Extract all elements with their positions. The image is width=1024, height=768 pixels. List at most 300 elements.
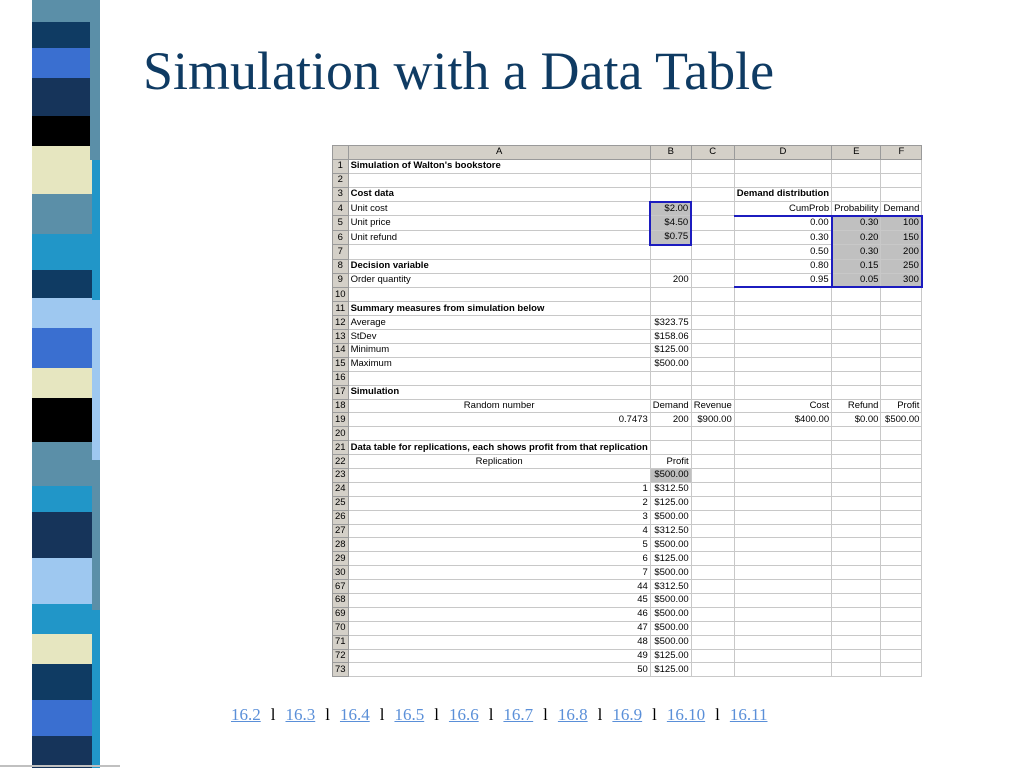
cell-d[interactable]: 0.80: [734, 259, 831, 273]
cell-b[interactable]: $500.00: [650, 607, 691, 621]
column-header-a[interactable]: A: [348, 146, 650, 160]
table-row: [333, 413, 922, 427]
table-row: [333, 607, 922, 621]
row-header[interactable]: 10: [333, 287, 349, 301]
cell-f[interactable]: 200: [881, 245, 922, 259]
cell-f[interactable]: [881, 159, 922, 173]
cell-b[interactable]: [650, 441, 691, 455]
cell-c[interactable]: [691, 635, 734, 649]
cell-a[interactable]: Summary measures from simulation below: [348, 302, 650, 316]
cell-c[interactable]: [691, 245, 734, 259]
cell-b[interactable]: $312.50: [650, 580, 691, 594]
cell-a[interactable]: 3: [348, 510, 650, 524]
cell-d[interactable]: [734, 580, 831, 594]
cell-e[interactable]: [832, 538, 881, 552]
cell-a[interactable]: [348, 468, 650, 482]
cell-e[interactable]: 0.05: [832, 273, 881, 287]
cell-a[interactable]: [348, 287, 650, 301]
cell-d[interactable]: 0.95: [734, 273, 831, 287]
cell-d[interactable]: [734, 287, 831, 301]
table-row: [333, 187, 922, 201]
cell-d[interactable]: 0.00: [734, 216, 831, 230]
cell-c[interactable]: [691, 330, 734, 344]
row-header[interactable]: 30: [333, 566, 349, 580]
table-row: [333, 455, 922, 469]
row-header[interactable]: 22: [333, 455, 349, 469]
table-row: [333, 649, 922, 663]
cell-d[interactable]: [734, 316, 831, 330]
cell-e[interactable]: [832, 635, 881, 649]
cell-d[interactable]: Demand distribution: [734, 187, 831, 201]
cell-f[interactable]: [881, 468, 922, 482]
row-header[interactable]: 24: [333, 482, 349, 496]
row-header[interactable]: 19: [333, 413, 349, 427]
cell-e[interactable]: [832, 330, 881, 344]
cell-b[interactable]: $323.75: [650, 316, 691, 330]
cell-f[interactable]: [881, 427, 922, 441]
cell-f[interactable]: [881, 302, 922, 316]
cell-e[interactable]: 0.30: [832, 216, 881, 230]
cell-b[interactable]: $312.50: [650, 482, 691, 496]
cell-f[interactable]: $500.00: [881, 413, 922, 427]
cell-b[interactable]: Demand: [650, 399, 691, 413]
cell-d[interactable]: [734, 649, 831, 663]
nav-link-16-3[interactable]: 16.3: [285, 705, 316, 724]
cell-b[interactable]: [650, 302, 691, 316]
cell-a[interactable]: 47: [348, 621, 650, 635]
cell-c[interactable]: $900.00: [691, 413, 734, 427]
cell-f[interactable]: [881, 663, 922, 677]
row-header[interactable]: 4: [333, 202, 349, 216]
cell-a[interactable]: [348, 427, 650, 441]
cell-d[interactable]: CumProb: [734, 202, 831, 216]
cell-e[interactable]: 0.30: [832, 245, 881, 259]
cell-f[interactable]: [881, 566, 922, 580]
cell-f[interactable]: [881, 357, 922, 371]
cell-c[interactable]: [691, 455, 734, 469]
cell-e[interactable]: [832, 580, 881, 594]
cell-c[interactable]: [691, 385, 734, 399]
cell-b[interactable]: $500.00: [650, 510, 691, 524]
cell-c[interactable]: [691, 302, 734, 316]
cell-f[interactable]: [881, 552, 922, 566]
cell-c[interactable]: [691, 230, 734, 244]
cell-e[interactable]: [832, 510, 881, 524]
row-header[interactable]: 17: [333, 385, 349, 399]
cell-e[interactable]: Refund: [832, 399, 881, 413]
column-header-e[interactable]: E: [832, 146, 881, 160]
cell-a[interactable]: 0.7473: [348, 413, 650, 427]
cell-b[interactable]: Profit: [650, 455, 691, 469]
cell-a[interactable]: Unit cost: [348, 202, 650, 216]
cell-f[interactable]: [881, 330, 922, 344]
cell-e[interactable]: [832, 357, 881, 371]
cell-a[interactable]: 46: [348, 607, 650, 621]
nav-link-16-6[interactable]: 16.6: [448, 705, 479, 724]
cell-d[interactable]: Cost: [734, 399, 831, 413]
cell-e[interactable]: $0.00: [832, 413, 881, 427]
table-row: [333, 245, 922, 259]
cell-e[interactable]: [832, 343, 881, 357]
corner-cell[interactable]: [333, 146, 349, 160]
cell-e[interactable]: 0.20: [832, 230, 881, 244]
cell-d[interactable]: [734, 510, 831, 524]
cell-c[interactable]: [691, 482, 734, 496]
cell-e[interactable]: [832, 187, 881, 201]
cell-a[interactable]: Random number: [348, 399, 650, 413]
cell-f[interactable]: 150: [881, 230, 922, 244]
column-header-b[interactable]: B: [650, 146, 691, 160]
cell-f[interactable]: 250: [881, 259, 922, 273]
cell-f[interactable]: [881, 594, 922, 608]
cell-e[interactable]: [832, 594, 881, 608]
cell-a[interactable]: [348, 245, 650, 259]
cell-a[interactable]: Order quantity: [348, 273, 650, 287]
cell-a[interactable]: StDev: [348, 330, 650, 344]
cell-f[interactable]: [881, 510, 922, 524]
cell-b[interactable]: [650, 159, 691, 173]
table-row: [333, 468, 922, 482]
cell-a[interactable]: [348, 371, 650, 385]
cell-c[interactable]: [691, 621, 734, 635]
cell-b[interactable]: [650, 259, 691, 273]
row-header[interactable]: 73: [333, 663, 349, 677]
cell-f[interactable]: [881, 649, 922, 663]
cell-a[interactable]: [348, 173, 650, 187]
nav-separator: l: [543, 705, 548, 724]
cell-e[interactable]: [832, 524, 881, 538]
cell-b[interactable]: $500.00: [650, 538, 691, 552]
row-header[interactable]: 2: [333, 173, 349, 187]
cell-f[interactable]: [881, 538, 922, 552]
cell-d[interactable]: [734, 621, 831, 635]
row-header[interactable]: 3: [333, 187, 349, 201]
nav-separator: l: [652, 705, 657, 724]
cell-f[interactable]: [881, 173, 922, 187]
cell-b[interactable]: $125.00: [650, 496, 691, 510]
cell-f[interactable]: Demand: [881, 202, 922, 216]
cell-a[interactable]: Decision variable: [348, 259, 650, 273]
cell-e[interactable]: [832, 482, 881, 496]
row-header[interactable]: 21: [333, 441, 349, 455]
cell-f[interactable]: [881, 187, 922, 201]
cell-e[interactable]: [832, 621, 881, 635]
cell-d[interactable]: [734, 427, 831, 441]
cell-c[interactable]: [691, 202, 734, 216]
nav-link-16-11[interactable]: 16.11: [729, 705, 768, 724]
cell-b[interactable]: 200: [650, 273, 691, 287]
cell-c[interactable]: [691, 287, 734, 301]
row-header[interactable]: 69: [333, 607, 349, 621]
cell-b[interactable]: [650, 187, 691, 201]
cell-d[interactable]: [734, 468, 831, 482]
cell-a[interactable]: 7: [348, 566, 650, 580]
cell-d[interactable]: [734, 371, 831, 385]
cell-c[interactable]: [691, 216, 734, 230]
cell-c[interactable]: [691, 357, 734, 371]
cell-d[interactable]: 0.50: [734, 245, 831, 259]
cell-a[interactable]: 49: [348, 649, 650, 663]
table-row: [333, 343, 922, 357]
cell-b[interactable]: $500.00: [650, 635, 691, 649]
cell-d[interactable]: [734, 552, 831, 566]
row-header[interactable]: 68: [333, 594, 349, 608]
row-header[interactable]: 13: [333, 330, 349, 344]
cell-a[interactable]: Simulation: [348, 385, 650, 399]
cell-d[interactable]: $400.00: [734, 413, 831, 427]
nav-link-16-2[interactable]: 16.2: [231, 705, 261, 724]
row-header[interactable]: 15: [333, 357, 349, 371]
row-header[interactable]: 23: [333, 468, 349, 482]
row-header[interactable]: 25: [333, 496, 349, 510]
table-row: [333, 663, 922, 677]
cell-c[interactable]: Revenue: [691, 399, 734, 413]
cell-f[interactable]: [881, 580, 922, 594]
cell-d[interactable]: [734, 385, 831, 399]
cell-f[interactable]: [881, 287, 922, 301]
cell-e[interactable]: [832, 566, 881, 580]
cell-d[interactable]: [734, 173, 831, 187]
cell-d[interactable]: 0.30: [734, 230, 831, 244]
cell-e[interactable]: [832, 649, 881, 663]
table-row: [333, 566, 922, 580]
cell-b[interactable]: $4.50: [650, 216, 691, 230]
table-row: [333, 202, 922, 216]
cell-b[interactable]: $500.00: [650, 621, 691, 635]
cell-e[interactable]: [832, 468, 881, 482]
cell-d[interactable]: [734, 635, 831, 649]
cell-c[interactable]: [691, 273, 734, 287]
table-row: [333, 159, 922, 173]
cell-c[interactable]: [691, 441, 734, 455]
cell-c[interactable]: [691, 427, 734, 441]
cell-b[interactable]: [650, 173, 691, 187]
row-header[interactable]: 27: [333, 524, 349, 538]
cell-c[interactable]: [691, 173, 734, 187]
cell-e[interactable]: [832, 302, 881, 316]
cell-d[interactable]: [734, 357, 831, 371]
cell-e[interactable]: [832, 496, 881, 510]
cell-e[interactable]: [832, 371, 881, 385]
table-row: [333, 216, 922, 230]
row-header[interactable]: 72: [333, 649, 349, 663]
table-row: [333, 273, 922, 287]
cell-a[interactable]: Average: [348, 316, 650, 330]
cell-d[interactable]: [734, 343, 831, 357]
cell-a[interactable]: Simulation of Walton's bookstore: [348, 159, 650, 173]
cell-b[interactable]: $500.00: [650, 357, 691, 371]
cell-c[interactable]: [691, 316, 734, 330]
cell-a[interactable]: Maximum: [348, 357, 650, 371]
cell-d[interactable]: [734, 538, 831, 552]
cell-a[interactable]: 48: [348, 635, 650, 649]
cell-e[interactable]: 0.15: [832, 259, 881, 273]
cell-e[interactable]: [832, 159, 881, 173]
cell-a[interactable]: 4: [348, 524, 650, 538]
cell-a[interactable]: Unit refund: [348, 230, 650, 244]
cell-b[interactable]: $158.06: [650, 330, 691, 344]
cell-c[interactable]: [691, 649, 734, 663]
cell-c[interactable]: [691, 510, 734, 524]
cell-b[interactable]: [650, 427, 691, 441]
cell-e[interactable]: [832, 607, 881, 621]
row-header[interactable]: 18: [333, 399, 349, 413]
cell-d[interactable]: [734, 302, 831, 316]
cell-a[interactable]: 50: [348, 663, 650, 677]
row-header[interactable]: 8: [333, 259, 349, 273]
cell-d[interactable]: [734, 441, 831, 455]
row-header[interactable]: 7: [333, 245, 349, 259]
table-row: [333, 635, 922, 649]
cell-c[interactable]: [691, 371, 734, 385]
cell-e[interactable]: [832, 287, 881, 301]
cell-a[interactable]: Minimum: [348, 343, 650, 357]
cell-f[interactable]: [881, 621, 922, 635]
nav-link-16-8[interactable]: 16.8: [557, 705, 588, 724]
cell-d[interactable]: [734, 496, 831, 510]
row-header[interactable]: 1: [333, 159, 349, 173]
cell-b[interactable]: $312.50: [650, 524, 691, 538]
row-header[interactable]: 16: [333, 371, 349, 385]
cell-b[interactable]: $125.00: [650, 649, 691, 663]
row-header[interactable]: 14: [333, 343, 349, 357]
row-header[interactable]: 70: [333, 621, 349, 635]
cell-c[interactable]: [691, 159, 734, 173]
row-header[interactable]: 5: [333, 216, 349, 230]
cell-c[interactable]: [691, 468, 734, 482]
column-header-d[interactable]: D: [734, 146, 831, 160]
cell-c[interactable]: [691, 524, 734, 538]
cell-d[interactable]: [734, 524, 831, 538]
row-header[interactable]: 11: [333, 302, 349, 316]
cell-b[interactable]: $500.00: [650, 594, 691, 608]
cell-e[interactable]: [832, 173, 881, 187]
nav-link-16-7[interactable]: 16.7: [503, 705, 534, 724]
cell-f[interactable]: [881, 496, 922, 510]
cell-b[interactable]: $0.75: [650, 230, 691, 244]
row-header[interactable]: 6: [333, 230, 349, 244]
cell-a[interactable]: 44: [348, 580, 650, 594]
row-header[interactable]: 71: [333, 635, 349, 649]
row-header[interactable]: 20: [333, 427, 349, 441]
cell-b[interactable]: $125.00: [650, 343, 691, 357]
cell-b[interactable]: [650, 385, 691, 399]
cell-f[interactable]: [881, 635, 922, 649]
cell-c[interactable]: [691, 607, 734, 621]
cell-a[interactable]: Unit price: [348, 216, 650, 230]
cell-f[interactable]: [881, 343, 922, 357]
nav-link-16-4[interactable]: 16.4: [339, 705, 370, 724]
cell-d[interactable]: [734, 607, 831, 621]
cell-e[interactable]: [832, 552, 881, 566]
cell-f[interactable]: [881, 385, 922, 399]
row-header[interactable]: 67: [333, 580, 349, 594]
cell-c[interactable]: [691, 580, 734, 594]
cell-e[interactable]: [832, 441, 881, 455]
cell-b[interactable]: 200: [650, 413, 691, 427]
cell-b[interactable]: $500.00: [650, 566, 691, 580]
cell-b[interactable]: [650, 245, 691, 259]
cell-c[interactable]: [691, 566, 734, 580]
table-row: [333, 357, 922, 371]
cell-a[interactable]: Cost data: [348, 187, 650, 201]
cell-f[interactable]: 100: [881, 216, 922, 230]
spreadsheet: [332, 145, 920, 675]
row-header[interactable]: 9: [333, 273, 349, 287]
nav-separator: l: [715, 705, 720, 724]
cell-a[interactable]: 5: [348, 538, 650, 552]
cell-d[interactable]: [734, 663, 831, 677]
column-header-c[interactable]: C: [691, 146, 734, 160]
cell-e[interactable]: [832, 316, 881, 330]
table-row: [333, 552, 922, 566]
cell-c[interactable]: [691, 552, 734, 566]
cell-d[interactable]: [734, 159, 831, 173]
cell-d[interactable]: [734, 566, 831, 580]
cell-b[interactable]: $125.00: [650, 663, 691, 677]
cell-c[interactable]: [691, 594, 734, 608]
cell-c[interactable]: [691, 343, 734, 357]
cell-f[interactable]: [881, 524, 922, 538]
table-row: [333, 441, 922, 455]
cell-d[interactable]: [734, 482, 831, 496]
cell-c[interactable]: [691, 187, 734, 201]
row-header[interactable]: 29: [333, 552, 349, 566]
cell-a[interactable]: Data table for replications, each shows profit from that replication: [348, 441, 650, 455]
cell-d[interactable]: [734, 330, 831, 344]
cell-b[interactable]: [650, 287, 691, 301]
row-header[interactable]: 12: [333, 316, 349, 330]
cell-c[interactable]: [691, 663, 734, 677]
cell-b[interactable]: [650, 371, 691, 385]
cell-a[interactable]: Replication: [348, 455, 650, 469]
cell-e[interactable]: [832, 385, 881, 399]
cell-c[interactable]: [691, 538, 734, 552]
column-header-f[interactable]: F: [881, 146, 922, 160]
nav-link-16-5[interactable]: 16.5: [394, 705, 425, 724]
cell-e[interactable]: [832, 663, 881, 677]
cell-f[interactable]: 300: [881, 273, 922, 287]
cell-e[interactable]: [832, 455, 881, 469]
cell-d[interactable]: [734, 594, 831, 608]
table-row: [333, 173, 922, 187]
cell-f[interactable]: Profit: [881, 399, 922, 413]
cell-b[interactable]: $2.00: [650, 202, 691, 216]
cell-f[interactable]: [881, 455, 922, 469]
cell-d[interactable]: [734, 455, 831, 469]
cell-f[interactable]: [881, 482, 922, 496]
cell-f[interactable]: [881, 316, 922, 330]
cell-a[interactable]: 2: [348, 496, 650, 510]
cell-a[interactable]: 45: [348, 594, 650, 608]
cell-b[interactable]: $125.00: [650, 552, 691, 566]
cell-a[interactable]: 1: [348, 482, 650, 496]
cell-f[interactable]: [881, 371, 922, 385]
table-row: [333, 302, 922, 316]
cell-a[interactable]: 6: [348, 552, 650, 566]
cell-c[interactable]: [691, 259, 734, 273]
cell-f[interactable]: [881, 607, 922, 621]
cell-f[interactable]: [881, 441, 922, 455]
cell-c[interactable]: [691, 496, 734, 510]
cell-e[interactable]: Probability: [832, 202, 881, 216]
cell-e[interactable]: [832, 427, 881, 441]
nav-link-16-10[interactable]: 16.10: [666, 705, 706, 724]
nav-link-16-9[interactable]: 16.9: [612, 705, 643, 724]
row-header[interactable]: 26: [333, 510, 349, 524]
cell-b[interactable]: $500.00: [650, 468, 691, 482]
row-header[interactable]: 28: [333, 538, 349, 552]
